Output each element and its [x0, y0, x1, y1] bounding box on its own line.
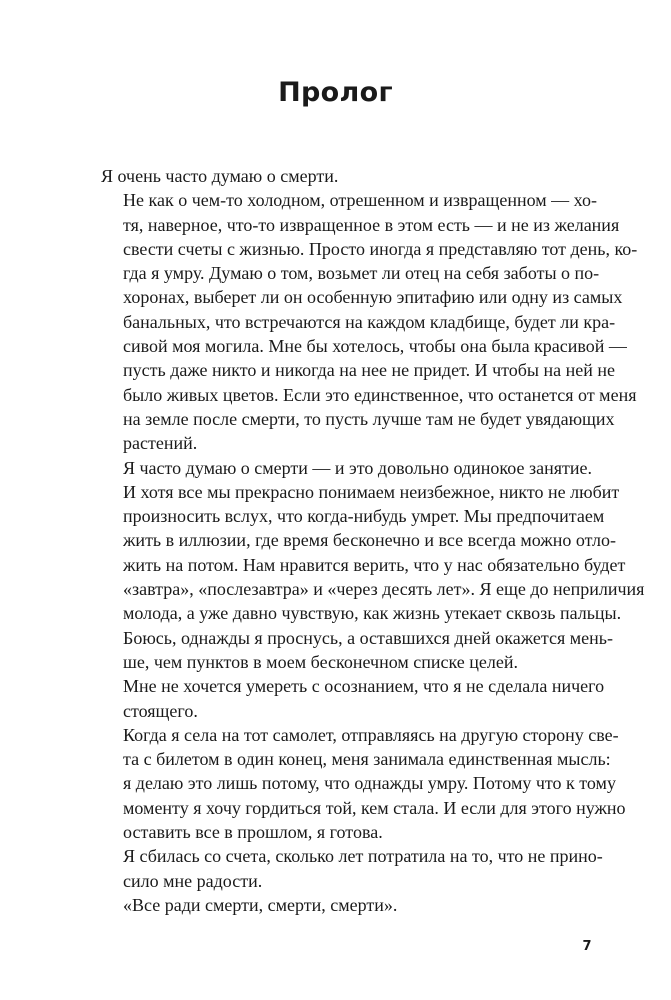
text-line: та с билетом в один конец, меня занимала единственная мысль: — [123, 749, 611, 770]
text-line: И хотя все мы прекрасно понимаем неизбежное, никто не любит — [123, 481, 620, 502]
text-line: тя, наверное, что-то извращенное в этом есть — и не из желания — [123, 214, 620, 235]
paragraph — [101, 626, 613, 675]
text-line: Когда я села на тот самолет, отправляясь на другую сторону све- — [123, 724, 619, 745]
text-line: сивой моя могила. Мне бы хотелось, чтобы она была красивой — — [123, 336, 627, 357]
paragraph — [101, 723, 626, 844]
text-line: «завтра», «послезавтра» и «через десять лет». Я еще до неприличия — [123, 579, 645, 600]
paragraph — [101, 674, 605, 723]
text-line: сило мне радости. — [123, 870, 263, 891]
text-line: растений. — [123, 433, 198, 454]
text-line: Я часто думаю о смерти — и это довольно одинокое занятие. — [123, 457, 592, 478]
text-line: я делаю это лишь потому, что однажды умру. Потому что к тому — [123, 773, 616, 794]
paragraph — [101, 844, 603, 893]
text-line: Я сбилась со счета, сколько лет потратила на то, что не прино- — [123, 846, 603, 867]
text-line: хоронах, выберет ли он особенную эпитафию или одну из самых — [123, 287, 623, 308]
paragraph — [101, 164, 589, 188]
text-line: моменту я хочу гордиться той, кем стала. И если для этого нужно — [123, 797, 626, 818]
text-line: «Все ради смерти, смерти, смерти». — [123, 894, 398, 915]
paragraph — [101, 188, 638, 455]
page-number: 7 — [582, 939, 592, 954]
text-line: Не как о чем-то холодном, отрешенном и извращенном — хо- — [123, 190, 597, 211]
chapter-title: Пролог — [278, 77, 393, 108]
text-line: стоящего. — [123, 700, 198, 721]
text-line: гда я умру. Думаю о том, возьмет ли отец на себя заботы о по- — [123, 263, 600, 284]
text-line: жить на потом. Нам нравится верить, что у нас обязательно будет — [123, 554, 626, 575]
text-line: пусть даже никто и никогда на нее не придет. И чтобы на ней не — [123, 360, 616, 381]
chapter-body — [101, 164, 645, 917]
text-line: ше, чем пунктов в моем бесконечном списке целей. — [123, 651, 519, 672]
text-line: свести счеты с жизнью. Просто иногда я представляю тот день, ко- — [123, 238, 638, 259]
text-line: Я очень часто думаю о смерти. — [101, 166, 339, 186]
text-line: Мне не хочется умереть с осознанием, что я не сделала ничего — [123, 676, 605, 697]
text-line: было живых цветов. Если это единственное, что останется от меня — [123, 384, 637, 405]
paragraph — [101, 893, 589, 917]
text-line: оставить все в прошлом, я готова. — [123, 822, 383, 843]
text-line: Боюсь, однажды я проснусь, а оставшихся дней окажется мень- — [123, 627, 613, 648]
text-line: произносить вслух, что когда-нибудь умрет. Мы предпочитаем — [123, 506, 605, 527]
text-line: жить в иллюзии, где время бесконечно и все всегда можно отло- — [123, 530, 617, 551]
text-line: на земле после смерти, то пусть лучше там не будет увядающих — [123, 408, 615, 429]
text-line: молода, а уже давно чувствую, как жизнь утекает сквозь пальцы. — [123, 603, 622, 624]
text-line: банальных, что встречаются на каждом кладбище, будет ли кра- — [123, 311, 616, 332]
paragraph — [101, 456, 645, 626]
